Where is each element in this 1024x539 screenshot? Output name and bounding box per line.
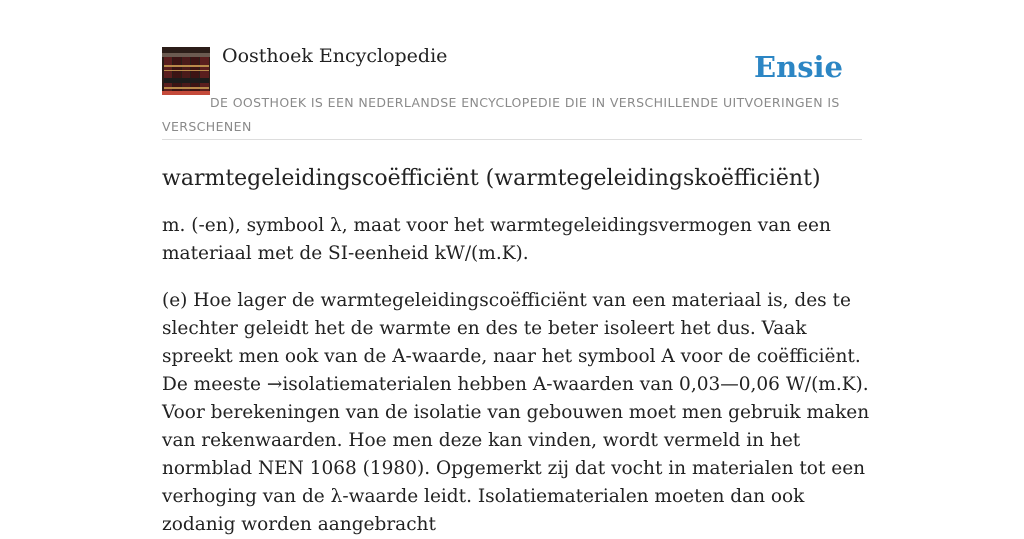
site-header — [162, 40, 862, 140]
encyclopedia-avatar[interactable] — [162, 47, 210, 95]
site-tagline: DE OOSTHOEK IS EEN NEDERLANDSE ENCYCLOPEDIE DIE IN VERSCHILLENDE UITVOERINGEN IS VERSCHENEN — [162, 95, 840, 134]
article — [162, 160, 870, 539]
article-paragraph: m. (-en), symbool λ, maat voor het warmtegeleidingsvermogen van een materiaal met de SI-eenheid kW/(m.K). — [162, 215, 831, 264]
article-paragraph: (e) Hoe lager de warmtegeleidingscoëfficiënt van een materiaal is, des te slechter geleidt het de warmte en des te beter isoleert het dus. Vaak spreekt men ook van de A-waarde, naar het symbool A voor de coëfficiënt. De meeste →isolatiematerialen hebben A-waarden van 0,03—0,06 W/(m.K). Voor berekeningen van de isolatie van gebouwen moet men gebruik maken van rekenwaarden. Hoe men deze kan vinden, wordt vermeld in het normblad NEN 1068 (1980). Opgemerkt zij dat vocht in materialen tot een verhoging van de λ-waarde leidt. Isolatiematerialen moeten dan ook zodanig worden aangebracht — [162, 290, 870, 535]
site-name[interactable]: Oosthoek Encyclopedie — [222, 45, 448, 67]
book-spines-icon — [162, 47, 210, 95]
article-title: warmtegeleidingscoëfficiënt (warmtegeleidingskoëfficiënt) — [162, 166, 821, 191]
brand-logo[interactable]: Ensie — [754, 50, 843, 84]
